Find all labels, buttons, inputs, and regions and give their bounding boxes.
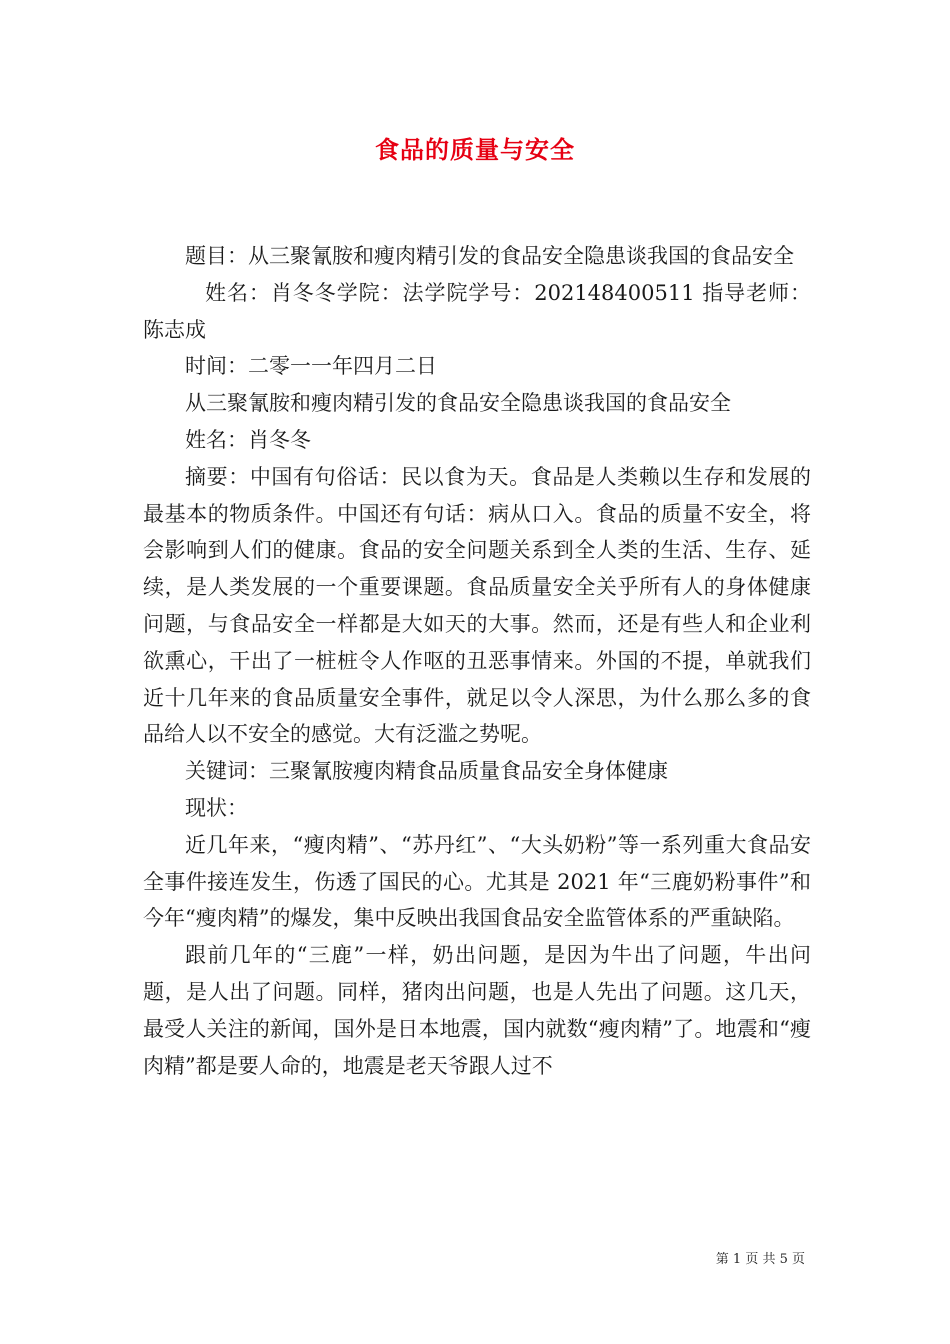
paragraph-status-1: 近几年来，“瘦肉精”、“苏丹红”、“大头奶粉”等一系列重大食品安全事件接连发生，伤透了国民的心。尤其是 2021 年“三鹿奶粉事件”和今年“瘦肉精”的爆发，集中反映出我国食品安全监管体系的严重缺陷。 [143,832,811,931]
paragraph-topic: 题目：从三聚氰胺和瘦肉精引发的食品安全隐患谈我国的食品安全 [185,244,794,268]
paragraph-keywords: 关键词：三聚氰胺瘦肉精食品质量食品安全身体健康 [185,759,668,784]
paragraph-author-info: 姓名：肖冬冬学院：法学院学号：202148400511 指导老师：陈志成 [143,280,811,342]
paragraph-status-2: 跟前几年的“三鹿”一样，奶出问题，是因为牛出了问题，牛出问题，是人出了问题。同样，猪肉出问题，也是人先出了问题。这几天，最受人关注的新闻，国外是日本地震，国内就数“瘦肉精”了。地震和“瘦肉精”都是要人命的，地震是老天爷跟人过不 [143,943,811,1078]
paragraph-abstract: 摘要：中国有句俗话：民以食为天。食品是人类赖以生存和发展的最基本的物质条件。中国还有句话：病从口入。食品的质量不安全，将会影响到人们的健康。食品的安全问题关系到全人类的生活、生存、延续，是人类发展的一个重要课题。食品质量安全关乎所有人的身体健康问题，与食品安全一样都是大如天的大事。然而，还是有些人和企业利欲熏心，干出了一桩桩令人作呕的丑恶事情来。外国的不提，单就我们近十几年来的食品质量安全事件，就足以令人深思，为什么那么多的食品给人以不安全的感觉。大有泛滥之势呢。 [143,464,811,747]
paragraph-subtitle: 从三聚氰胺和瘦肉精引发的食品安全隐患谈我国的食品安全 [185,391,731,416]
document-body [143,238,811,1084]
paragraph-date: 时间：二零一一年四月二日 [185,354,437,379]
page-number: 第 1 页 共 5 页 [715,1252,805,1267]
paragraph-status-heading: 现状： [185,795,248,820]
paragraph-name: 姓名：肖冬冬 [185,427,311,452]
document-title: 食品的质量与安全 [375,135,575,164]
